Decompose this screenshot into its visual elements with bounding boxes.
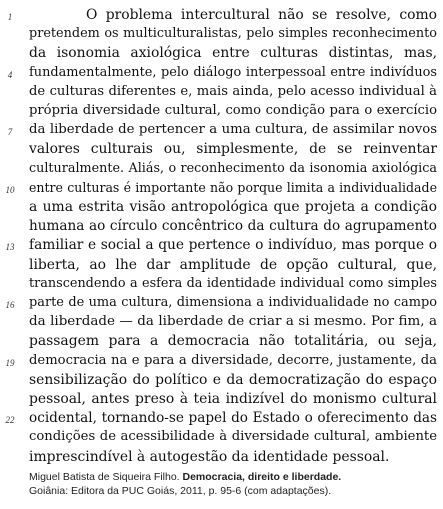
text-line bbox=[0, 447, 443, 467]
text-line bbox=[0, 351, 443, 371]
text-line bbox=[0, 178, 443, 198]
text-line bbox=[0, 197, 443, 217]
line-text: imprescindível à autogestão da identidade pessoal. bbox=[29, 448, 390, 465]
line-text: da isonomia axiológica entre culturas distintas, mas, bbox=[29, 45, 437, 62]
citation bbox=[29, 470, 439, 498]
line-text: O problema intercultural não se resolve, como bbox=[86, 7, 437, 23]
line-text: a uma estrita visão antropológica que projeta a condição bbox=[29, 199, 437, 215]
text-line bbox=[0, 82, 443, 102]
text-line bbox=[0, 101, 443, 121]
text-line bbox=[0, 24, 443, 44]
text-line bbox=[0, 427, 443, 447]
citation-publisher: Goiânia: Editora da PUC Goiás, 2011, p. 95-6 (com adaptações). bbox=[29, 485, 332, 497]
text-line bbox=[0, 331, 443, 351]
line-text: própria diversidade cultural, como condição para o exercício bbox=[29, 103, 437, 118]
text-line bbox=[0, 389, 443, 409]
text-line bbox=[0, 370, 443, 390]
text-line bbox=[0, 274, 443, 294]
text-line bbox=[0, 159, 443, 179]
line-number: 7 bbox=[7, 127, 13, 138]
text-line bbox=[0, 139, 443, 159]
line-text: valores culturais ou, simplesmente, de se reinventar bbox=[29, 141, 437, 158]
line-text: humana ao círculo concêntrico da cultura do agrupamento bbox=[29, 218, 437, 235]
line-number: 19 bbox=[5, 357, 15, 368]
citation-title: Democracia, direito e liberdade. bbox=[182, 471, 342, 483]
line-number: 4 bbox=[7, 69, 13, 80]
line-text: familiar e social a que pertence o indivíduo, mas porque o bbox=[29, 237, 437, 254]
line-number: 1 bbox=[7, 12, 13, 22]
line-text: sensibilização do político e da democratização do espaço bbox=[29, 371, 437, 388]
line-text: fundamentalmente, pelo diálogo interpessoal entre indivíduos bbox=[29, 64, 437, 80]
text-line bbox=[0, 120, 443, 140]
line-text: liberta, ao lhe dar amplitude de opção cultural, que, bbox=[29, 256, 437, 273]
line-text: de culturas diferentes e, mais ainda, pelo acesso individual à bbox=[29, 83, 437, 99]
line-text: passagem para a democracia não totalitária, ou seja, bbox=[29, 333, 437, 350]
text-line bbox=[0, 293, 443, 313]
line-text: entre culturas é importante não porque limita a individualidade bbox=[29, 179, 437, 195]
line-text: da liberdade de pertencer a uma cultura, de assimilar novos bbox=[29, 122, 437, 138]
text-line bbox=[0, 216, 443, 236]
line-text: condições de acessibilidade à diversidade cultural, ambiente bbox=[29, 429, 437, 445]
line-number: 10 bbox=[5, 184, 15, 195]
text-line bbox=[0, 408, 443, 428]
text-line bbox=[0, 255, 443, 275]
line-text: pessoal, antes preso à teia indizível do monismo cultural bbox=[29, 391, 437, 407]
line-text: ocidental, tornando-se papel do Estado o oferecimento das bbox=[29, 410, 437, 427]
line-text: transcendendo a esfera da identidade individual como simples bbox=[29, 275, 437, 291]
line-text: culturalmente. Aliás, o reconhecimento da isonomia axiológica bbox=[29, 160, 437, 176]
line-text: democracia na e para a diversidade, decorre, justamente, da bbox=[29, 352, 437, 368]
text-line bbox=[0, 5, 443, 25]
text-line bbox=[0, 43, 443, 63]
line-number: 22 bbox=[5, 415, 15, 426]
text-line bbox=[0, 235, 443, 255]
line-text: parte de uma cultura, dimensiona a individualidade no campo bbox=[29, 295, 437, 310]
line-text: pretendem os multiculturalistas, pelo simples reconhecimento bbox=[29, 26, 437, 42]
text-line bbox=[0, 63, 443, 83]
line-text: da liberdade — da liberdade de criar a si mesmo. Por fim, a bbox=[29, 314, 437, 330]
text-line bbox=[0, 312, 443, 332]
line-number: 16 bbox=[5, 300, 15, 310]
citation-author: Miguel Batista de Siqueira Filho. bbox=[29, 471, 183, 483]
line-number: 13 bbox=[5, 242, 15, 253]
